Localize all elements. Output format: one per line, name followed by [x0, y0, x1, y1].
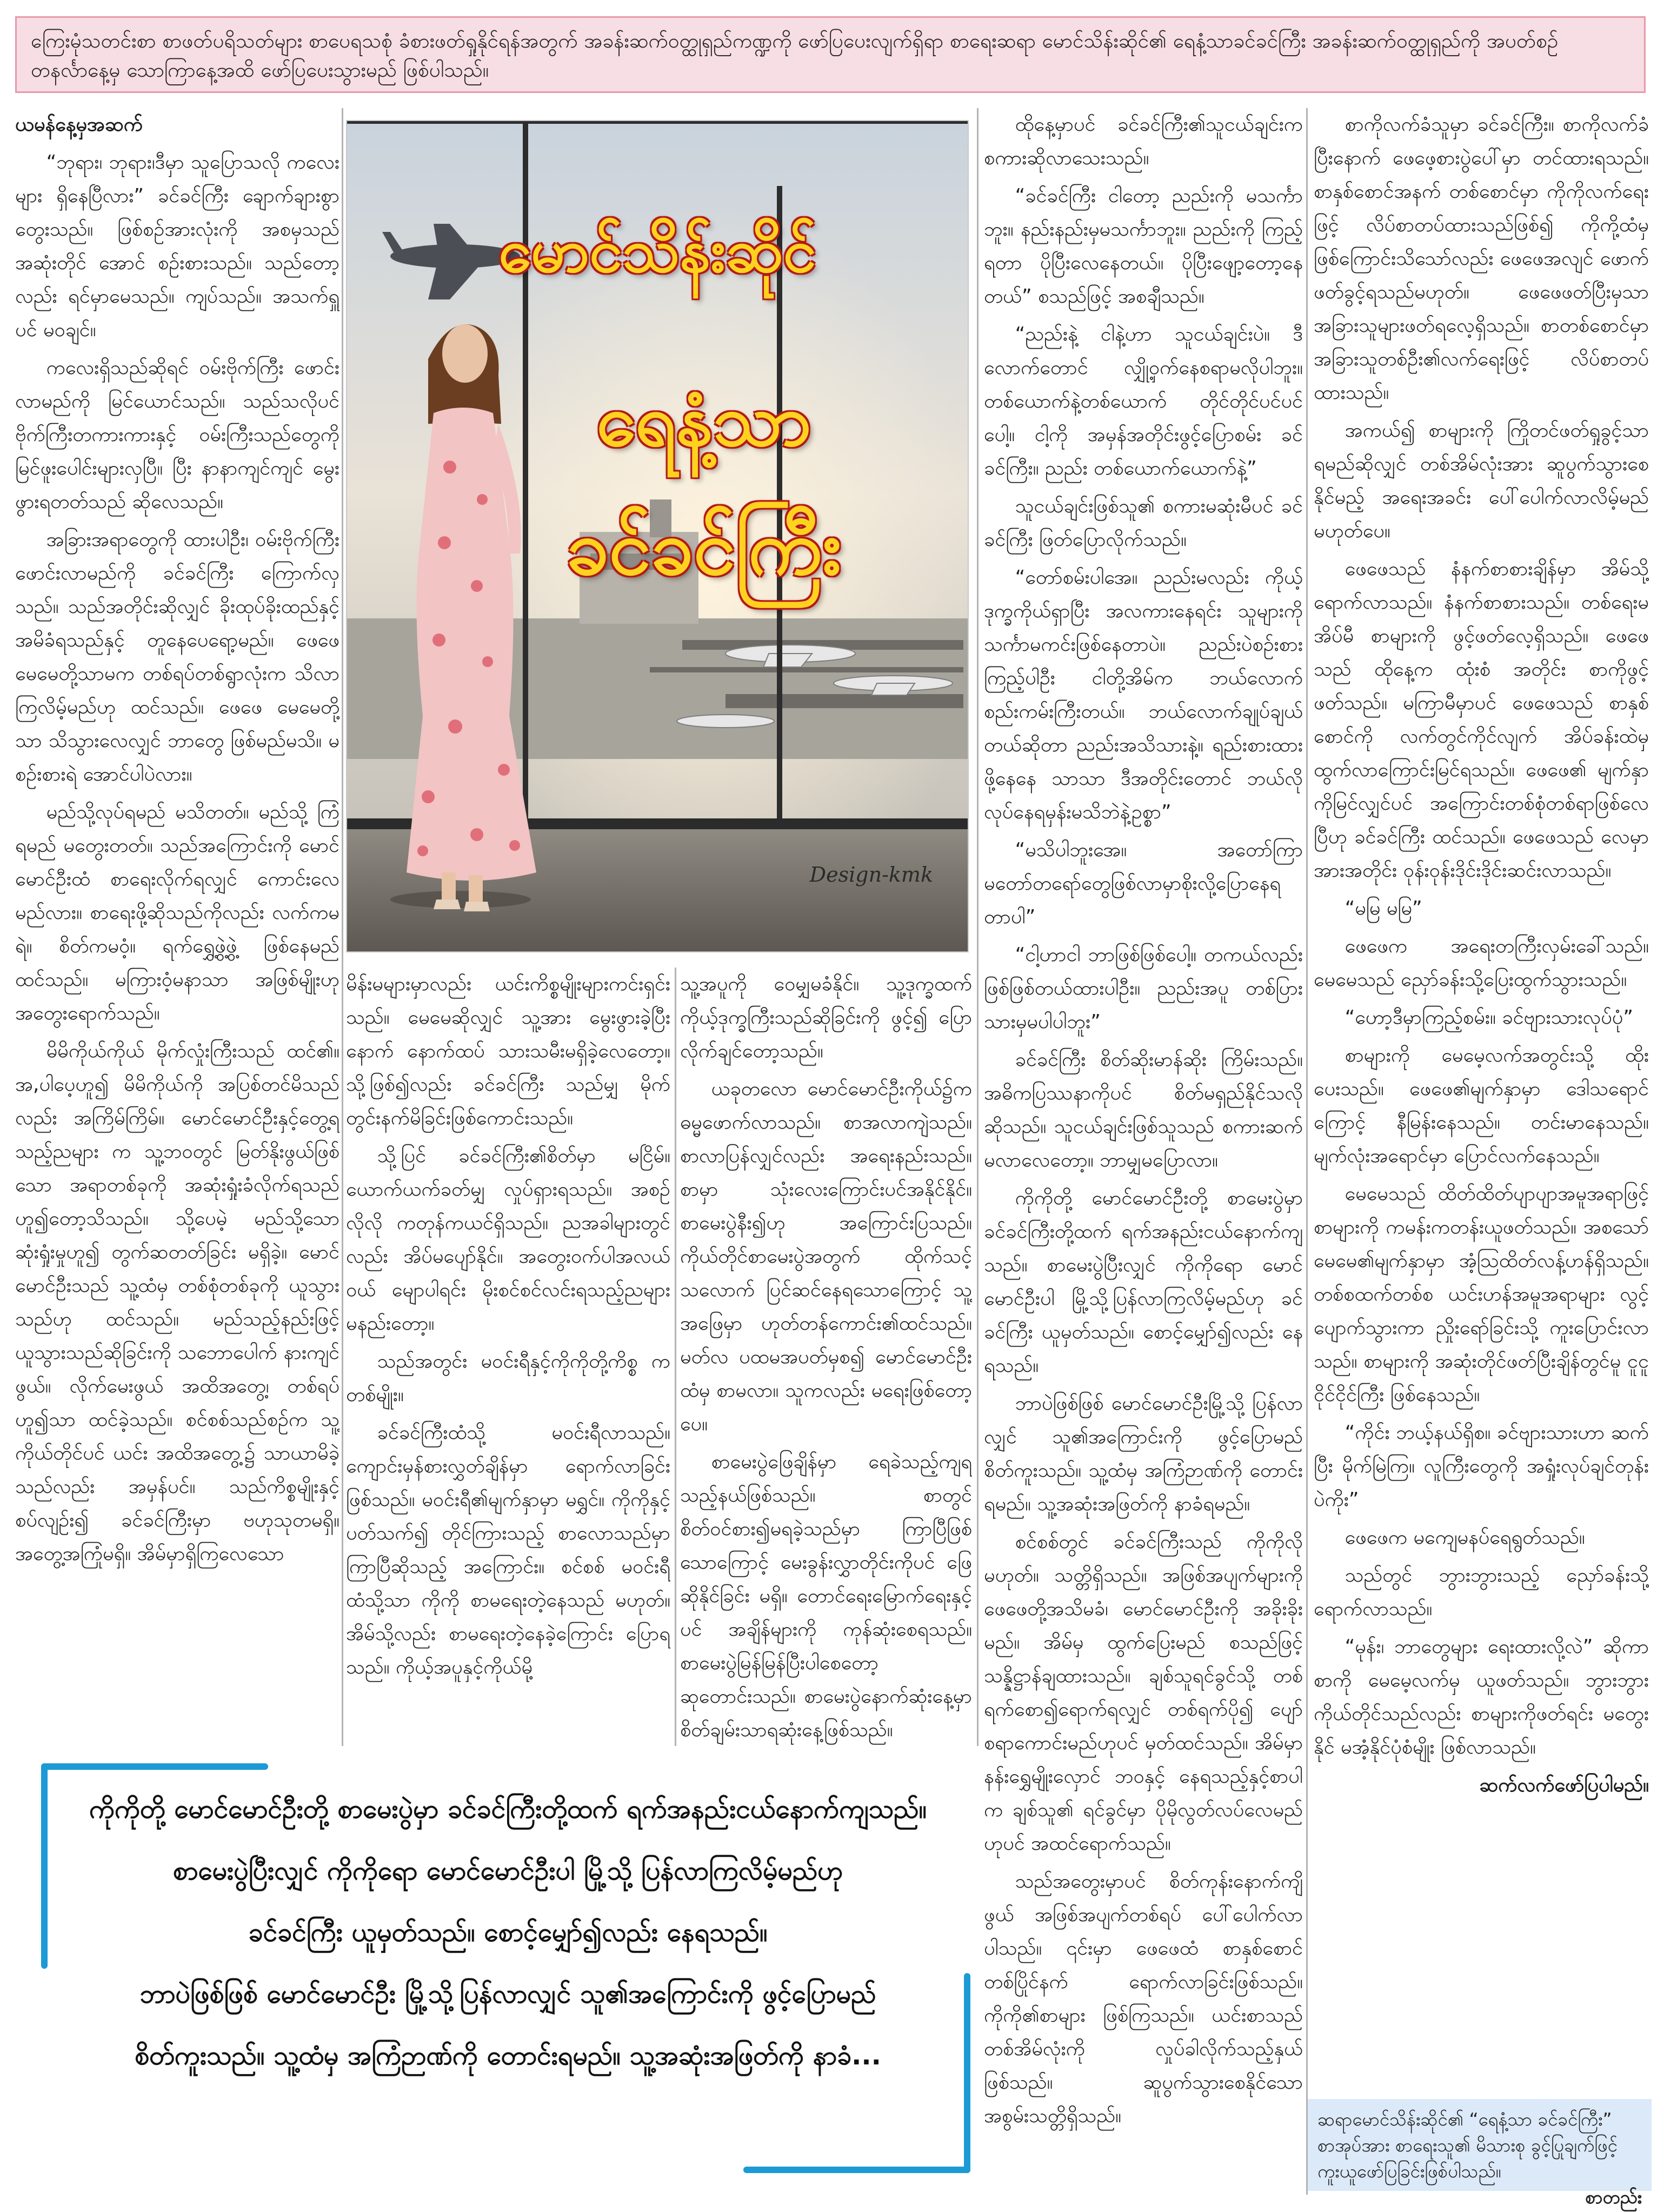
paragraph: ထိုနေ့မှာပင် ခင်ခင်ကြီး၏သူငယ်ချင်းက စကားဆိုလာသေးသည်။: [984, 114, 1303, 169]
paragraph: ဘာပဲဖြစ်ဖြစ် မောင်မောင်ဦးမြို့သို့ ပြန်လာလျှင် သူ၏အကြောင်းကို ဖွင့်ပြောမည် စိတ်ကူးသည်။ သူ့ထံမှ အကြံဉာဏ်ကို တောင်းရမည်။ သူ့အဆုံးအဖြတ်ကို နာခံရမည်။: [984, 1393, 1303, 1515]
paragraph: စာများကို မေမေ့လက်အတွင်းသို့ ထိုးပေးသည်။ ဖေဖေ၏မျက်နှာမှာ ဒေါသရောင်ကြောင့် နီမြန်းနေသည်။ တင်းမာနေသည်။ မျက်လုံးအရောင်မှာ ပြောင်လက်နေသည်။: [1314, 1044, 1649, 1167]
pull-quote-line: စိတ်ကူးသည်။ သူ့ထံမှ အကြံဉာဏ်ကို တောင်းရမည်။ သူ့အဆုံးအဖြတ်ကို နာခံ...: [135, 2041, 881, 2071]
pull-quote-line: ဘာပဲဖြစ်ဖြစ် မောင်မောင်ဦး မြို့သို့ပြန်လာလျှင် သူ၏အကြောင်းကို ဖွင့်ပြောမည်: [139, 1979, 876, 2009]
paragraph: “ကိုင်း ဘယ့်နယ်ရှိစ။ ခင်ဗျားသားဟာ ဆက်ပြီး မိုက်မြဲကြ။ လူကြီးတွေကို အရှုံးလုပ်ချင်တုန်းပဲကိုး”: [1314, 1422, 1649, 1511]
article-column-1: [15, 108, 340, 1757]
paragraph: ယခုတလော မောင်မောင်ဦးကိုယ်၌က ဓမ္မဖောက်လာသည်။ စာအလာကျဲသည်။ စာလာပြန်လျှင်လည်း အရေးနည်းသည်။ စာမှာ သုံးလေးကြောင်းပင်အနိုင်နိုင်။ စာမေးပွဲနီး၍ဟု အကြောင်းပြသည်။ ကိုယ်တိုင်စာမေးပွဲအတွက် ထိုက်သင့်သလောက် ပြင်ဆင်နေရသောကြောင့် သူ့အဖြေမှာ ဟုတ်တန်ကောင်း၏ထင်သည်။ မတ်လ ပထမအပတ်မှစ၍ မောင်မောင်ဦးထံမှ စာမလာ။ သူကလည်း မရေးဖြစ်တော့ပေ။: [680, 1078, 972, 1435]
column-divider: [977, 108, 979, 1746]
paragraph: ဖေဖေသည် နံနက်စာစားချိန်မှာ အိမ်သို့ရောက်လာသည်။ နံနက်စာစားသည်။ တစ်ရေးမအိပ်မီ စာများကို ဖွင့်ဖတ်လေ့ရှိသည်။ ဖေဖေသည် ထိုနေ့က ထုံးစံ အတိုင်း စာကိုဖွင့်ဖတ်သည်။ မကြာမီမှာပင် ဖေဖေသည် စာနှစ်စောင်ကို လက်တွင်ကိုင်လျက် အိပ်ခန်းထဲမှ ထွက်လာကြောင်းမြင်ရသည်။ ဖေဖေ၏ မျက်နှာကိုမြင်လျှင်ပင် အကြောင်းတစ်စုံတစ်ရာဖြစ်လေပြီဟု ခင်ခင်ကြီး ထင်သည်။ ဖေဖေသည် လေမှာအားအတိုင်း ဝုန်းဝုန်းဒိုင်းဒိုင်းဆင်းလာသည်။: [1314, 558, 1649, 882]
article-column-4: [984, 108, 1303, 2189]
article-column-2: [346, 968, 670, 1746]
design-credit: Design-kmk: [809, 863, 933, 887]
paragraph: စာမေးပွဲဖြေချိန်မှာ ရေခဲသည့်ကျရသည့်နယ်ဖြစ်သည်။ စာတွင် စိတ်ဝင်စား၍မရခဲ့သည်မှာ ကြာပြီဖြစ်သောကြောင့် မေးခွန်းလွှာတိုင်းကိုပင် ဖြေဆိုနိုင်ခြင်း မရှိ။ တောင်ရေးမြောက်ရေးနှင့်ပင် အချိန်များကို ကုန်ဆုံးစေရသည်။ စာမေးပွဲမြန်မြန်ပြီးပါစေတော့ ဆုတောင်းသည်။ စာမေးပွဲနောက်ဆုံးနေ့မှာ စိတ်ချမ်းသာရဆုံးနေ့ဖြစ်သည်။: [680, 1451, 972, 1741]
serial-title-line-1: ရေနံ့သာ: [596, 378, 811, 462]
paragraph: စာကိုလက်ခံသူမှာ ခင်ခင်ကြီး။ စာကိုလက်ခံပြီးနောက် ဖေဖေ့စားပွဲပေါ်မှာ တင်ထားရသည်။ စာနှစ်စောင်အနက် တစ်စောင်မှာ ကိုကိုလက်ရေးဖြင့် လိပ်စာတပ်ထားသည်ဖြစ်၍ ကိုကို့ထံမှဖြစ်ကြောင်းသိသော်လည်း ဖေဖေအလျင် ဖောက်ဖတ်ခွင့်ရသည်မဟုတ်။ ဖေဖေဖတ်ပြီးမှသာ အခြားသူများဖတ်ရလေ့ရှိသည်။ စာတစ်စောင်မှာ အခြားသူတစ်ဦး၏လက်ရေးဖြင့် လိပ်စာတပ်ထားသည်။: [1314, 114, 1649, 404]
paragraph: သည်အတွေးမှာပင် စိတ်ကုန်းနောက်ကျိဖွယ် အဖြစ်အပျက်တစ်ရပ် ပေါ်ပေါက်လာပါသည်။ ၎င်းမှာ ဖေဖေထံ စာနှစ်စောင် တစ်ပြိုင်နက် ရောက်လာခြင်းဖြစ်သည်။ ကိုကို၏စာများ ဖြစ်ကြသည်။ ယင်းစာသည် တစ်အိမ်လုံးကို လှုပ်ခါလိုက်သည့်နှယ်ဖြစ်သည်။ ဆူပွက်သွားစေနိုင်သော အစွမ်းသတ္တိရှိသည်။: [984, 1870, 1303, 2127]
paragraph: ဖေဖေက အရေးတကြီးလှမ်းခေါ်သည်။ မေမေသည် ညှော်ခန်းသို့ပြေးထွက်သွားသည်။: [1314, 935, 1649, 991]
paragraph: “မသိပါဘူးအေ။ အတော်ကြာ မတော်တရော်တွေဖြစ်လာမှာစိုးလို့ပြောနေရတာပါ”: [984, 839, 1303, 928]
paragraph: “မမြ မမြ”: [1344, 897, 1422, 920]
author-name: မောင်သိန်းဆိုင်: [498, 216, 816, 285]
pull-quote: [44, 1767, 971, 2173]
editor-note-text: ဆရာမောင်သိန်းဆိုင်၏ “ရေနံ့သာ ခင်ခင်ကြီး” စာအုပ်အား စာရေးသူ၏ မိသားစု ခွင့်ပြုချက်ဖြင့် ကူးယူဖော်ပြခြင်းဖြစ်ပါသည်။: [1317, 2109, 1618, 2182]
paragraph: ကလေးရှိသည်ဆိုရင် ဝမ်းဗိုက်ကြီး ဖောင်းလာမည်ကို မြင်ယောင်သည်။ သည်သလိုပင် ဗိုက်ကြီးတကားကားနှင့် ဝမ်းကြီးသည်တွေကို မြင်ဖူးပေါင်းများလှပြီ။ ပြီး နာနာကျင်ကျင် မွေးဖွားရတတ်သည် ဆိုလေသည်။: [15, 357, 340, 513]
paragraph: သည်အတွင်း မဝင်းရီနှင့်ကိုကိုတို့ကိစ္စ က တစ်မျိုး။: [346, 1350, 670, 1406]
paragraph: ခင်ခင်ကြီး စိတ်ဆိုးမာန်ဆိုး ကြိမ်းသည်။ အဓိကပြဿနာကိုပင် စိတ်မရှည်နိုင်သလိုဆိုသည်။ သူငယ်ချင်းဖြစ်သူသည် စကားဆက်မလာလေတော့။ ဘာမျှမပြောလာ။: [984, 1049, 1303, 1171]
intro-banner: [15, 16, 1646, 93]
paragraph: သို့ပြင် ခင်ခင်ကြီး၏စိတ်မှာ မငြိမ်။ ယောက်ယက်ခတ်မျှ လှုပ်ရှားရသည်။ အစဉ်လိုလို ကတုန်ကယင်ရှိသည်။ ညအခါများတွင်လည်း အိပ်မပျော်နိုင်။ အတွေးဝက်ပါအလယ်ဝယ် မျောပါရင်း မိုးစင်စင်လင်းရသည့်ညများ မနည်းတော့။: [346, 1145, 670, 1335]
article-column-5: [1314, 108, 1649, 2087]
article-column-3: [680, 968, 972, 1746]
paragraph: မေမေသည် ထိတ်ထိတ်ပျာပျာအမူအရာဖြင့် စာများကို ကမန်းကတန်းယူဖတ်သည်။ အစသော် မေမေ၏မျက်နှာမှာ အံ့သြထိတ်လန့်ဟန်ရှိသည်။ တစ်စထက်တစ်စ ယင်းဟန်အမူအရာများ လွင့်ပျောက်သွားကာ ညှိုးရော်ခြင်းသို့ ကူးပြောင်းလာသည်။ စာများကို အဆုံးတိုင်ဖတ်ပြီးချိန်တွင်မူ ငူငူငိုင်ငိုင်ကြီး ဖြစ်နေသည်။: [1314, 1183, 1649, 1406]
paragraph: ခင်ခင်ကြီးထံသို့ မဝင်းရီလာသည်။ ကျောင်းမှန်စားလွှတ်ချိန်မှာ ရောက်လာခြင်းဖြစ်သည်။ မဝင်းရီ၏မျက်နှာမှာ မရွှင်။ ကိုကိုနှင့်ပတ်သက်၍ တိုင်ကြားသည့် စာလောသည်မှာ ကြာပြီဆိုသည့် အကြောင်း။ စင်စစ် မဝင်းရီထံသို့သာ ကိုကို စာမရေးတဲ့နေသည် မဟုတ်။ အိမ်သို့လည်း စာမရေးတဲ့နေခဲ့ကြောင်း ပြောရသည်။ ကိုယ့်အပူနှင့်ကိုယ်မို့: [346, 1422, 670, 1678]
paragraph: ဖေဖေက မကျေမနပ်ရေရွတ်သည်။: [1344, 1527, 1585, 1549]
paragraph: အခြားအရာတွေကို ထားပါဦး၊ ဝမ်းဗိုက်ကြီးဖောင်းလာမည်ကို ခင်ခင်ကြီး ကြောက်လှသည်။ သည်အတိုင်းဆိုလျှင် ခိုးထုပ်ခိုးထည်နှင့် အမိခံရသည်နှင့် တူနေပေရော့မည်။ ဖေဖေ မေမေတို့သာမက တစ်ရပ်တစ်ရွာလုံးက သိလာကြလိမ့်မည်ဟု ထင်သည်။ ဖေဖေ မေမေတို့သာ သိသွားလေလျှင် ဘာတွေ ဖြစ်မည်မသိ။ မစဉ်းစားရဲ အောင်ပါပဲလား။: [15, 529, 340, 785]
paragraph: သူ့အပူကို ဝေမျှမခံနိုင်။ သူ့ဒုက္ခထက် ကိုယ့်ဒုက္ခကြီးသည်ဆိုခြင်းကို ဖွင့်၍ ပြောလိုက်ချင်တော့သည်။: [680, 973, 972, 1062]
paragraph: မိန်းမများမှာလည်း ယင်းကိစ္စမျိုးများကင်းရှင်းသည်။ မေမေဆိုလျှင် သူ့အား မွေးဖွားခဲ့ပြီးနောက် နောက်ထပ် သားသမီးမရှိခဲ့လေတော့။ သို့ဖြစ်၍လည်း ခင်ခင်ကြီး သည်မျှ မိုက်တွင်းနက်မိခြင်းဖြစ်ကောင်းသည်။: [346, 973, 670, 1129]
serial-cover-image: [346, 120, 969, 952]
paragraph: “ခင်ခင်ကြီး ငါတော့ ညည်းကို မသင်္ကာဘူး။ နည်းနည်းမှမသင်္ကာဘူး။ ညည်းကို ကြည့်ရတာ ပိုပြီးလေနေတယ်။ ပိုပြီးဖျော့တော့နေတယ်” စသည်ဖြင့် အစချီသည်။: [984, 185, 1303, 308]
editor-note: [1308, 2099, 1652, 2208]
column-divider: [675, 968, 676, 1746]
paragraph: “ဘုရား၊ ဘုရား၊ဒီမှာ သူပြောသလို ကလေးများ ရှိနေပြီလား” ခင်ခင်ကြီး ချောက်ချားစွာ တွေးသည်။ ဖြစ်စဉ်အားလုံးကို အစမှသည် အဆုံးတိုင် အောင် စဉ်းစားသည်။ သည်တော့လည်း ရင်မှာမေသည်။ ကျပ်သည်။ အသက်ရှူပင် မဝချင်။: [15, 151, 340, 341]
paragraph: “မုန်း၊ ဘာတွေများ ရေးထားလို့လဲ” ဆိုကာ စာကို မေမေ့လက်မှ ယူဖတ်သည်။ ဘွားဘွားကိုယ်တိုင်သည်လည်း စာများကိုဖတ်ရင်း မတွေးနိုင် မအံ့နိုင်ပုံစံမျိုး ဖြစ်လာသည်။: [1314, 1636, 1649, 1758]
paragraph: “ညည်းနဲ့ ငါနဲ့ဟာ သူငယ်ချင်းပဲ။ ဒီလောက်တောင် လျှို့ဝှက်နေစရာမလိုပါဘူး။ တစ်ယောက်နဲ့တစ်ယောက် တိုင်တိုင်ပင်ပင်ပေါ့။ ငါ့ကို အမှန်အတိုင်းဖွင့်ပြောစမ်း ခင်ခင်ကြီး။ ညည်း တစ်ယောက်ယောက်နဲ့”: [984, 323, 1303, 479]
paragraph: အကယ်၍ စာများကို ကြိုတင်ဖတ်ရှုခွင့်သာ ရမည်ဆိုလျှင် တစ်အိမ်လုံးအား ဆူပွက်သွားစေနိုင်မည့် အရေးအခင်း ပေါ်ပေါက်လာလိမ့်မည်မဟုတ်ပေ။: [1314, 419, 1649, 542]
pull-quote-line: ကိုကိုတို့ မောင်မောင်ဦးတို့ စာမေးပွဲမှာ ခင်ခင်ကြီးတို့ထက် ရက်အနည်းငယ်နောက်ကျသည်။: [89, 1794, 927, 1824]
paragraph: “တော်စမ်းပါအေ။ ညည်းမလည်း ကိုယ့်ဒုက္ခကိုယ်ရှာပြီး အလကားနေရင်း သူများကို သင်္ကာမကင်းဖြစ်နေတာပဲ။ ညည်းပဲစဉ်းစားကြည့်ပါဦး ငါတို့အိမ်က ဘယ်လောက်စည်းကမ်းကြီးတယ်။ ဘယ်လောက်ချုပ်ချယ်တယ်ဆိုတာ ညည်းအသိသားနဲ့။ ရည်းစားထားဖို့နေနေ သာသာ ဒီအတိုင်းတောင် ဘယ်လိုလုပ်နေရမှန်းမသိဘဲနဲ့ဥစ္စာ”: [984, 567, 1303, 823]
paragraph: “ငါ့ဟာငါ ဘာဖြစ်ဖြစ်ပေါ့။ တကယ်လည်းဖြစ်ဖြစ်တယ်ထားပါဦး။ ညည်းအပူ တစ်ပြားသားမှမပါပါဘူး”: [984, 944, 1303, 1033]
paragraph: “ဟော့ဒီမှာကြည့်စမ်း။ ခင်ဗျားသားလုပ်ပုံ”: [1344, 1007, 1633, 1029]
paragraph: ကိုကိုတို့ မောင်မောင်ဦးတို့ စာမေးပွဲမှာ ခင်ခင်ကြီးတို့ထက် ရက်အနည်းငယ်နောက်ကျသည်။ စာမေးပွဲပြီးလျှင် ကိုကိုရော မောင်မောင်ဦးပါ မြို့သို့ပြန်လာကြလိမ့်မည်ဟု ခင်ခင်ကြီး ယူမှတ်သည်။ စောင့်မျှော်၍လည်း နေရသည်။: [984, 1187, 1303, 1377]
paragraph: သည်တွင် ဘွားဘွားသည့် ညှော်ခန်းသို့ ရောက်လာသည်။: [1314, 1564, 1649, 1620]
paragraph: မည်သို့လုပ်ရမည် မသိတတ်။ မည်သို့ ကြံရမည် မတွေးတတ်။ သည်အကြောင်းကို မောင်မောင်ဦးထံ စာရေးလိုက်ရလျှင် ကောင်းလေမည်လား။ စာရေးဖို့ဆိုသည်ကိုလည်း လက်ကမရဲ။ စိတ်ကမဝံ့။ ရက်ရွှေ့ဖွဲ့ဖွဲ့ ဖြစ်နေမည်ထင်သည်။ မကြားဝံ့မနာသာ အဖြစ်မျိုးဟု အတွေးရောက်သည်။: [15, 801, 340, 1024]
paragraph: သူငယ်ချင်းဖြစ်သူ၏ စကားမဆုံးမီပင် ခင်ခင်ကြီး ဖြတ်ပြောလိုက်သည်။: [984, 495, 1303, 551]
column-divider: [1306, 108, 1308, 2195]
continued-from-label: ယမန်နေ့မှအဆက်: [15, 114, 143, 136]
column-divider: [342, 108, 343, 1746]
to-be-continued-label: ဆက်လက်ဖော်ပြပါမည်။: [1479, 1774, 1649, 1796]
intro-text: ကြေးမုံသတင်းစာ စာဖတ်ပရိသတ်များ စာပေရသစုံ ခံစားဖတ်ရှုနိုင်ရန်အတွက် အခန်းဆက်ဝတ္ထုရှည်ကဏ္ဍကို ဖော်ပြပေးလျက်ရှိရာ စာရေးဆရာ မောင်သိန်းဆိုင်၏ ရေနံ့သာခင်ခင်ကြီး အခန်းဆက်ဝတ္ထုရှည်ကို အပတ်စဉ် တနင်္လာနေ့မှ သောကြာနေ့အထိ ဖော်ပြပေးသွားမည် ဖြစ်ပါသည်။: [31, 29, 1559, 82]
paragraph: မိမိကိုယ်ကိုယ် မိုက်လှုံးကြီးသည် ထင်၏။ အ,ပါပေ့ဟူ၍ မိမိကိုယ်ကို အပြစ်တင်မိသည်လည်း အကြိမ်ကြိမ်။ မောင်မောင်ဦးနှင့်တွေ့ရသည့်ညများ က သူ့ဘဝတွင် မြတ်နိုးဖွယ်ဖြစ်သော အရာတစ်ခုကို အဆုံးရှုံးခံလိုက်ရသည်ဟူ၍တော့သိသည်။ သို့ပေမဲ့ မည်သို့သော ဆုံးရှုံးမှုဟူ၍ တွက်ဆတတ်ခြင်း မရှိခဲ့။ မောင်မောင်ဦးသည် သူ့ထံမှ တစ်စုံတစ်ခုကို ယူသွားသည်ဟု ထင်သည်။ မည်သည့်နည်းဖြင့် ယူသွားသည်ဆိုခြင်းကို သဘောပေါက် နားကျင်ဖွယ်။ လိုက်မေးဖွယ် အထိအတွေ့၊ တစ်ရပ်ဟူ၍သာ ထင်ခဲ့သည်။ စင်စစ်သည်စဉ်က သူ့ကိုယ်တိုင်ပင် ယင်း အထိအတွေ့၌ သာယာမိခဲ့သည်လည်း အမှန်ပင်။ သည်ကိစ္စမျိုးနှင့် စပ်လျဉ်း၍ ခင်ခင်ကြီးမှာ ဗဟုသုတမရှိ။ အတွေ့အကြုံမရှိ။ အိမ်မှာရှိကြလေသော: [15, 1040, 340, 1565]
pull-quote-line: ခင်ခင်ကြီး ယူမှတ်သည်။ စောင့်မျှော်၍လည်း နေရသည်။: [248, 1917, 768, 1948]
editor-signature: စာတည်း: [1585, 2187, 1642, 2208]
serial-title-line-2: ခင်ခင်ကြီး: [566, 503, 842, 592]
pull-quote-line: စာမေးပွဲပြီးလျှင် ကိုကိုရော မောင်မောင်ဦးပါ မြို့သို့ ပြန်လာကြလိမ့်မည်ဟု: [172, 1856, 843, 1886]
paragraph: စင်စစ်တွင် ခင်ခင်ကြီးသည် ကိုကိုလိုမဟုတ်။ သတ္တိရှိသည်။ အဖြစ်အပျက်များကို ဖေဖေတို့အသိမခံ၊ မောင်မောင်ဦးကို အခိုးခိုးမည်။ အိမ်မှ ထွက်ပြေးမည် စသည်ဖြင့် သန္နိဋ္ဌာန်ချထားသည်။ ချစ်သူရင်ခွင်သို့ တစ်ရက်စော၍ရောက်ရလျှင် တစ်ရက်ပို၍ ပျော်စရာကောင်းမည်ဟုပင် မှတ်ထင်သည်။ အိမ်မှာ နန်းရွှေမျိုးလှောင် ဘဝနှင့် နေရသည့်နှင့်စာပါက ချစ်သူ၏ ရင်ခွင်မှာ ပိုမိုလွတ်လပ်လေမည်ဟုပင် အထင်ရောက်သည်။: [984, 1531, 1303, 1855]
